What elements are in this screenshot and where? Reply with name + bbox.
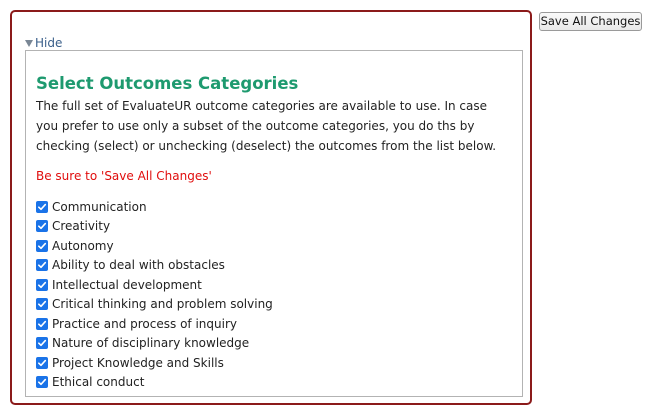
checkmark-icon	[37, 260, 47, 270]
triangle-down-icon	[25, 40, 33, 47]
outcome-label: Ability to deal with obstacles	[52, 258, 225, 273]
outcome-label: Practice and process of inquiry	[52, 316, 237, 331]
checkmark-icon	[37, 299, 47, 309]
checkmark-icon	[37, 338, 47, 348]
outcome-item-critical-thinking	[36, 295, 512, 315]
outcome-label: Autonomy	[52, 238, 114, 253]
outcome-label: Critical thinking and problem solving	[52, 297, 273, 312]
outcome-list	[36, 197, 512, 392]
section-description: The full set of EvaluateUR outcome categories are available to use. In case you prefer to use only a subset of the outcome categories, you do ths by checking (select) or unchecking (deselect) the outcomes from the list below.	[36, 99, 497, 153]
outcome-item-inquiry	[36, 314, 512, 334]
checkmark-icon	[37, 319, 47, 329]
outcome-label: Ethical conduct	[52, 375, 145, 390]
section-title: Select Outcomes Categories	[36, 74, 299, 93]
save-warning: Be sure to 'Save All Changes'	[36, 169, 212, 183]
checkmark-icon	[37, 280, 47, 290]
outcome-label: Communication	[52, 199, 147, 214]
checkbox[interactable]	[36, 298, 48, 310]
outcome-label: Nature of disciplinary knowledge	[52, 336, 250, 351]
checkmark-icon	[37, 202, 47, 212]
outcome-label: Intellectual development	[52, 277, 202, 292]
outcome-item-communication	[36, 197, 512, 217]
outcomes-panel	[10, 10, 532, 405]
checkbox[interactable]	[36, 318, 48, 330]
outcome-item-intellectual-development	[36, 275, 512, 295]
outcome-item-creativity	[36, 217, 512, 237]
outcome-item-autonomy	[36, 236, 512, 256]
checkbox[interactable]	[36, 337, 48, 349]
save-all-changes-button[interactable]: Save All Changes	[539, 12, 642, 31]
outcome-item-project-knowledge	[36, 353, 512, 373]
outcome-item-obstacles	[36, 256, 512, 276]
checkmark-icon	[37, 377, 47, 387]
checkmark-icon	[37, 241, 47, 251]
checkbox[interactable]	[36, 220, 48, 232]
checkbox[interactable]	[36, 259, 48, 271]
outcomes-content-box	[25, 50, 523, 397]
hide-label: Hide	[35, 36, 63, 50]
checkbox[interactable]	[36, 279, 48, 291]
checkbox[interactable]	[36, 357, 48, 369]
outcome-label: Project Knowledge and Skills	[52, 355, 224, 370]
checkmark-icon	[37, 358, 47, 368]
checkmark-icon	[37, 221, 47, 231]
outcome-item-ethical-conduct	[36, 373, 512, 393]
checkbox[interactable]	[36, 240, 48, 252]
checkbox[interactable]	[36, 201, 48, 213]
outcome-item-disciplinary-knowledge	[36, 334, 512, 354]
outcome-label: Creativity	[52, 219, 111, 234]
checkbox[interactable]	[36, 376, 48, 388]
hide-toggle[interactable]	[25, 36, 62, 50]
